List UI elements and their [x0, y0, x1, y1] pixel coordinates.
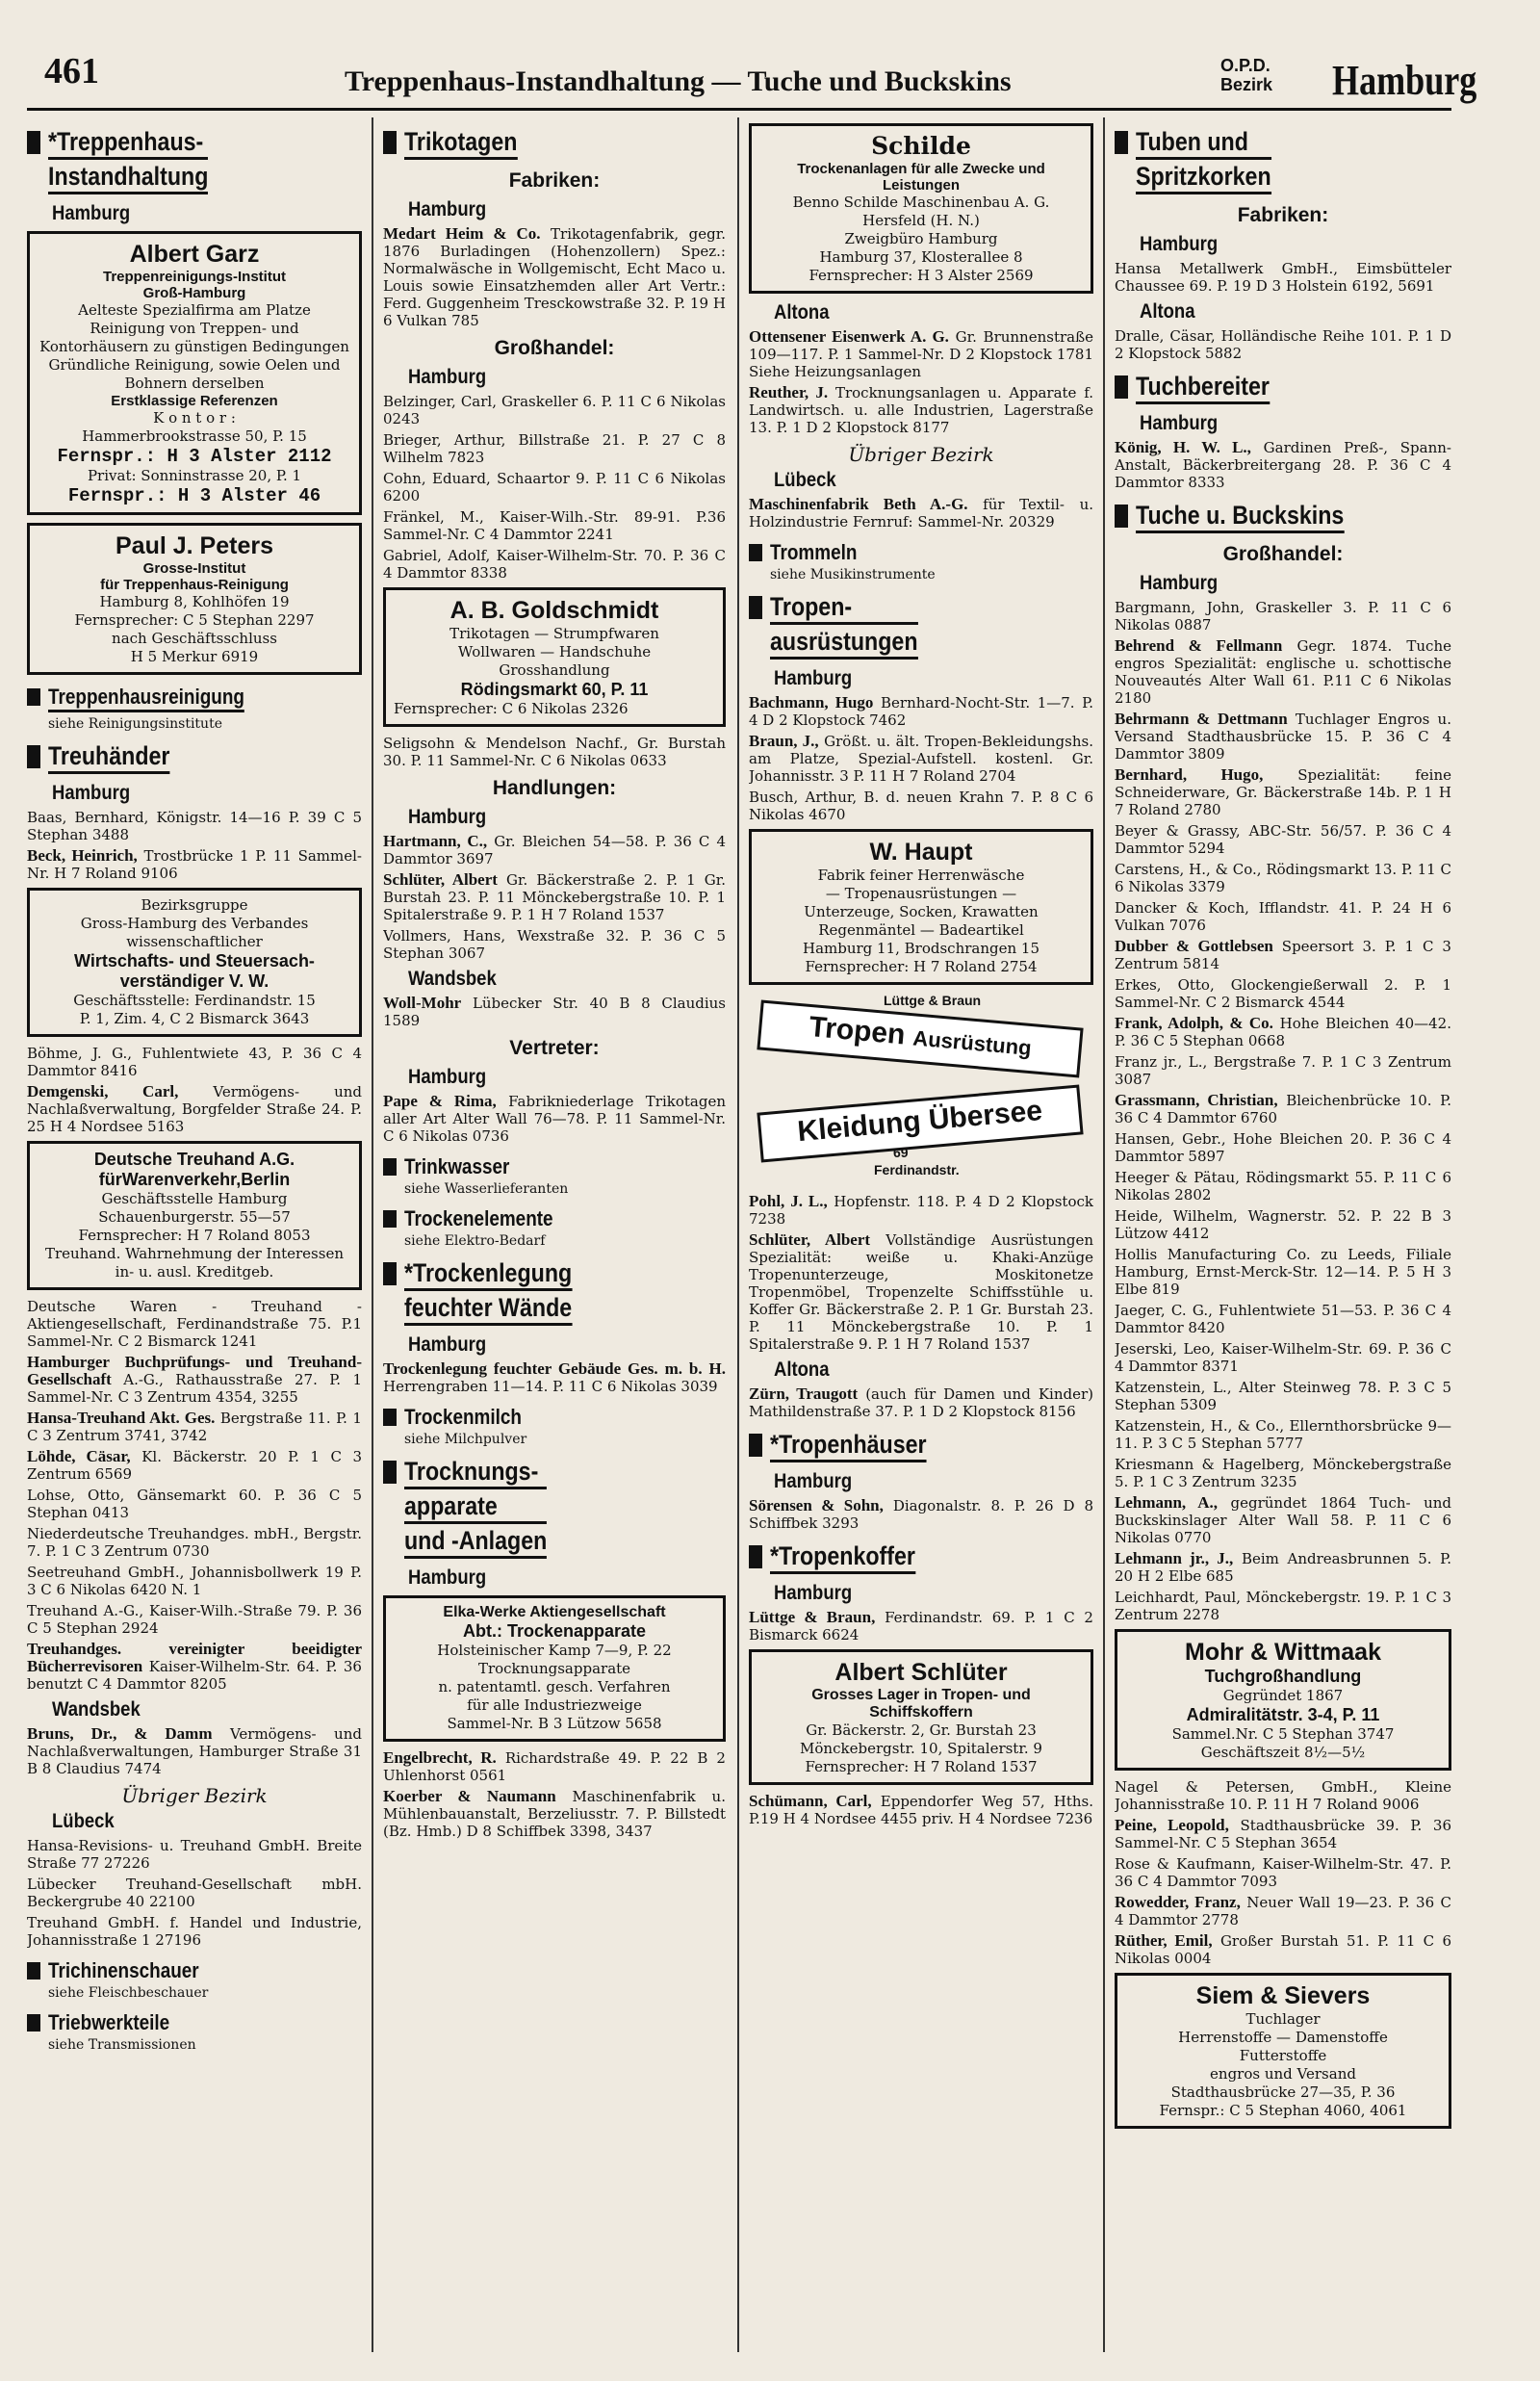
see-reference: siehe Musikinstrumente — [770, 567, 936, 582]
section-heading: Treuhänder — [27, 741, 362, 776]
listing-entry: Heide, Wilhelm, Wagnerstr. 52. P. 22 B 3 Lützow 4412 — [1115, 1207, 1451, 1242]
listing-entry: Bachmann, Hugo Bernhard-Nocht-Str. 1—7. P. 4 D 2 Klopstock 7462 — [749, 693, 1093, 729]
listing-entry: Treuhand GmbH. f. Handel und Industrie, Johannisstraße 1 27196 — [27, 1914, 362, 1949]
listing-entry: Lehmann jr., J., Beim Andreasbrunnen 5. P. 20 H 2 Elbe 685 — [1115, 1549, 1451, 1585]
see-reference: siehe Wasserlieferanten — [404, 1181, 569, 1197]
listing-entry: Dralle, Cäsar, Holländische Reihe 101. P. 1 D 2 Klopstock 5882 — [1115, 327, 1451, 362]
listing-entry: Katzenstein, L., Alter Steinweg 78. P. 3 C 5 Stephan 5309 — [1115, 1379, 1451, 1413]
city-heading: Hamburg — [1140, 233, 1219, 255]
city-heading: Hamburg — [408, 198, 487, 220]
section-heading: Trockenmilch — [383, 1405, 726, 1430]
column-2 — [383, 117, 726, 2352]
listing-entry: Heeger & Pätau, Rödingsmarkt 55. P. 11 C 6 Nikolas 2802 — [1115, 1169, 1451, 1203]
section-heading: Trommeln — [749, 540, 1093, 565]
city-heading: Altona — [774, 1359, 830, 1381]
advert-box: Schilde Trockenanlagen für alle Zwecke und Leistungen Benno Schilde Maschinenbau A. G. Hersfeld (H. N.) Zweigbüro Hamburg Hamburg 37, Klosterallee 8 Fernsprecher: H 3 Alster 2569 — [749, 123, 1093, 294]
page-header — [27, 48, 1477, 111]
city-heading: Hamburg — [408, 806, 487, 828]
listing-entry: Erkes, Otto, Glockengießerwall 2. P. 1 Sammel-Nr. C 2 Bismarck 4544 — [1115, 976, 1451, 1011]
section-heading: Trichinenschauer — [27, 1958, 362, 1983]
listing-entry: Schlüter, Albert Vollständige Ausrüstungen Spezialität: weiße u. Khaki-Anzüge Tropenunterzeuge, Moskitonetze Tropenmöbel, Tropenzelte Schiffsstühle u. Koffer Gr. Bäckerstraße 2. P. 1 Gr. Burstah 23. P. 11 Mönckebergstraße 10. P. 1 Spitalerstraße 9. P. 1 H 7 Roland 1537 — [749, 1230, 1093, 1353]
listing-entry: Lübecker Treuhand-Gesellschaft mbH. Beckergrube 40 22100 — [27, 1876, 362, 1910]
listing-entry: Carstens, H., & Co., Rödingsmarkt 13. P. 11 C 6 Nikolas 3379 — [1115, 861, 1451, 895]
see-reference: siehe Reinigungsinstitute — [48, 716, 222, 732]
listing-entry: Katzenstein, H., & Co., Ellernthorsbrücke 9—11. P. 3 C 5 Stephan 5777 — [1115, 1417, 1451, 1452]
listing-entry: Trockenlegung feuchter Gebäude Ges. m. b. H. Herrengraben 11—14. P. 11 C 6 Nikolas 3039 — [383, 1359, 726, 1395]
listing-entry: Hansa Metallwerk GmbH., Eimsbütteler Chaussee 69. P. 19 D 3 Holstein 6192, 5691 — [1115, 260, 1451, 295]
city-heading: Hamburg — [1140, 412, 1219, 434]
listing-entry: Franz jr., L., Bergstraße 7. P. 1 C 3 Zentrum 3087 — [1115, 1053, 1451, 1088]
listing-entry: Lüttge & Braun, Ferdinandstr. 69. P. 1 C 2 Bismarck 6624 — [749, 1608, 1093, 1643]
city-heading: Hamburg — [52, 782, 131, 804]
listing-entry: Medart Heim & Co. Trikotagenfabrik, gegr. 1876 Burladingen (Hohenzollern) Spez.: Normalwäsche in Wollgemischt, Echt Maco u. Louis sowie Einsatzhemden aller Art Vertr.: Ferd. Guggenheim Tresckowstraße 32. P. 19 H 6 Vulkan 785 — [383, 224, 726, 329]
listing-entry: Frank, Adolph, & Co. Hohe Bleichen 40—42. P. 36 C 5 Stephan 0668 — [1115, 1014, 1451, 1049]
listing-entry: Behrmann & Dettmann Tuchlager Engros u. Versand Stadthausbrücke 15. P. 36 C 4 Dammtor 3809 — [1115, 710, 1451, 763]
listing-entry: Kriesmann & Hagelberg, Mönckebergstraße 5. P. 1 C 3 Zentrum 3235 — [1115, 1456, 1451, 1490]
city-heading: Hamburg — [52, 202, 131, 224]
advert-box: Albert Schlüter Grosses Lager in Tropen- und Schiffskoffern Gr. Bäckerstr. 2, Gr. Burstah 23 Mönckebergstr. 10, Spitalerstr. 9 Fernsprecher: H 7 Roland 1537 — [749, 1649, 1093, 1785]
advert-box: Elka-Werke Aktiengesellschaft Abt.: Trockenapparate Holsteinischer Kamp 7—9, P. 22 Trocknungsapparate n. patentamtl. gesch. Verfahren für alle Industriezweige Sammel-Nr. B 3 Lützow 5658 — [383, 1595, 726, 1742]
listing-entry: Rowedder, Franz, Neuer Wall 19—23. P. 36 C 4 Dammtor 2778 — [1115, 1893, 1451, 1928]
see-reference: siehe Transmissionen — [48, 2037, 196, 2053]
listing-entry: Fränkel, M., Kaiser-Wilh.-Str. 89-91. P.36 Sammel-Nr. C 4 Dammtor 2241 — [383, 508, 726, 543]
city-heading: Wandsbek — [408, 968, 497, 990]
listing-entry: Woll-Mohr Lübecker Str. 40 B 8 Claudius 1589 — [383, 994, 726, 1029]
listing-entry: Braun, J., Größt. u. ält. Tropen-Bekleidungshs. am Platze, Spezial-Aufstell. kostenl. Gr. Johannisstr. 3 P. 11 H 7 Roland 2704 — [749, 732, 1093, 785]
city-heading: Hamburg — [408, 366, 487, 388]
section-heading: *Trockenlegung feuchter Wände — [383, 1258, 726, 1328]
listing-entry: Hartmann, C., Gr. Bleichen 54—58. P. 36 C 4 Dammtor 3697 — [383, 832, 726, 867]
listing-entry: Brieger, Arthur, Billstraße 21. P. 27 C 8 Wilhelm 7823 — [383, 431, 726, 466]
section-heading: Treppenhausreinigung — [27, 685, 362, 714]
listing-entry: Belzinger, Carl, Graskeller 6. P. 11 C 6 Nikolas 0243 — [383, 393, 726, 427]
category-heading: Vertreter: — [509, 1037, 600, 1059]
city-heading: Hamburg — [774, 1470, 853, 1492]
section-heading: Tuchbereiter — [1115, 372, 1451, 406]
listing-entry: Seetreuhand GmbH., Johannisbollwerk 19 P. 3 C 6 Nikolas 6420 N. 1 — [27, 1564, 362, 1598]
column-divider — [737, 117, 739, 2352]
advert-box: Deutsche Treuhand A.G. fürWarenverkehr,Berlin Geschäftsstelle Hamburg Schauenburgerstr. 55—57 Fernsprecher: H 7 Roland 8053 Treuhand. Wahrnehmung der Interessen in- u. ausl. Kreditgeb. — [27, 1141, 362, 1290]
listing-entry: Jaeger, C. G., Fuhlentwiete 51—53. P. 36 C 4 Dammtor 8420 — [1115, 1302, 1451, 1336]
section-heading: Tuche u. Buckskins — [1115, 501, 1451, 535]
category-heading: Fabriken: — [1237, 204, 1329, 226]
listing-entry: Jeserski, Leo, Kaiser-Wilhelm-Str. 69. P. 36 C 4 Dammtor 8371 — [1115, 1340, 1451, 1375]
category-heading: Großhandel: — [494, 337, 615, 359]
city-heading: Altona — [1140, 300, 1195, 323]
section-heading: *Tropenhäuser — [749, 1430, 1093, 1464]
see-reference: siehe Fleischbeschauer — [48, 1985, 209, 2001]
section-heading: Tropen- ausrüstungen — [749, 592, 1093, 661]
section-heading: Trikotagen — [383, 127, 726, 162]
listing-entry: Böhme, J. G., Fuhlentwiete 43, P. 36 C 4 Dammtor 8416 — [27, 1045, 362, 1079]
listing-entry: Koerber & Naumann Maschinenfabrik u. Mühlenbauanstalt, Berzeliusstr. 7. P. Billstedt (Bz. Hmb.) D 8 Schiffbek 3398, 3437 — [383, 1787, 726, 1840]
listing-entry: Sörensen & Sohn, Diagonalstr. 8. P. 26 D 8 Schiffbek 3293 — [749, 1496, 1093, 1532]
listing-entry: Zürn, Traugott (auch für Damen und Kinder) Mathildenstraße 37. P. 1 D 2 Klopstock 8156 — [749, 1385, 1093, 1420]
listing-entry: Bargmann, John, Graskeller 3. P. 11 C 6 Nikolas 0887 — [1115, 599, 1451, 634]
listing-entry: Cohn, Eduard, Schaartor 9. P. 11 C 6 Nikolas 6200 — [383, 470, 726, 505]
listing-entry: Nagel & Petersen, GmbH., Kleine Johannisstraße 10. P. 11 H 7 Roland 9006 — [1115, 1778, 1451, 1813]
city-heading: Hamburg — [408, 1333, 487, 1356]
listing-entry: Lohse, Otto, Gänsemarkt 60. P. 36 C 5 Stephan 0413 — [27, 1487, 362, 1521]
listing-entry: Dancker & Koch, Ifflandstr. 41. P. 24 H 6 Vulkan 7076 — [1115, 899, 1451, 934]
listing-entry: Bernhard, Hugo, Spezialität: feine Schneiderware, Gr. Bäckerstraße 14b. P. 1 H 7 Roland 2780 — [1115, 765, 1451, 818]
advert-box: Siem & Sievers Tuchlager Herrenstoffe — Damenstoffe Futterstoffe engros und Versand Stadthausbrücke 27—35, P. 36 Fernspr.: C 5 Stephan 4060, 4061 — [1115, 1973, 1451, 2129]
city-heading: Lübeck — [774, 469, 836, 491]
advert-box: Mohr & Wittmaak Tuchgroßhandlung Gegründet 1867 Admiralitätstr. 3-4, P. 11 Sammel.Nr. C 5 Stephan 3747 Geschäftszeit 8½—5½ — [1115, 1629, 1451, 1771]
listing-entry: Ottensener Eisenwerk A. G. Gr. Brunnenstraße 109—117. P. 1 Sammel-Nr. D 2 Klopstock 1781 Siehe Heizungsanlagen — [749, 327, 1093, 380]
listing-entry: Deutsche Waren - Treuhand - Aktiengesellschaft, Ferdinandstraße 75. P.1 Sammel-Nr. C 2 Bismarck 1241 — [27, 1298, 362, 1350]
category-heading: Fabriken: — [508, 169, 601, 192]
advert-banner: Lüttge & Braun Tropen Ausrüstung Kleidung Übersee 69 Ferdinandstr. — [749, 993, 1093, 1185]
listing-entry: Busch, Arthur, B. d. neuen Krahn 7. P. 8 C 6 Nikolas 4670 — [749, 789, 1093, 823]
listing-entry: Demgenski, Carl, Vermögens- und Nachlaßverwaltung, Borgfelder Straße 24. P. 25 H 4 Nordsee 5163 — [27, 1082, 362, 1135]
district-label: O.P.D. Bezirk — [1220, 56, 1273, 94]
listing-entry: Vollmers, Hans, Wexstraße 32. P. 36 C 5 Stephan 3067 — [383, 927, 726, 962]
listing-entry: Rose & Kaufmann, Kaiser-Wilhelm-Str. 47. P. 36 C 4 Dammtor 7093 — [1115, 1855, 1451, 1890]
listing-entry: Maschinenfabrik Beth A.-G. für Textil- u. Holzindustrie Fernruf: Sammel-Nr. 20329 — [749, 495, 1093, 531]
city-heading: Hamburg — [774, 667, 853, 689]
category-heading: Großhandel: — [1222, 543, 1344, 565]
section-heading: *Treppenhaus- Instandhaltung — [27, 127, 362, 196]
listing-entry: Pape & Rima, Fabrikniederlage Trikotagen aller Art Alter Wall 76—78. P. 11 Sammel-Nr. C 6 Nikolas 0736 — [383, 1092, 726, 1145]
city-heading: Hamburg — [408, 1566, 487, 1589]
listing-entry: Treuhand A.-G., Kaiser-Wilh.-Straße 79. P. 36 C 5 Stephan 2924 — [27, 1602, 362, 1637]
region-heading: Übriger Bezirk — [848, 443, 994, 466]
section-heading: Tuben und Spritzkorken — [1115, 127, 1451, 196]
column-divider — [1103, 117, 1105, 2352]
listing-entry: Löhde, Cäsar, Kl. Bäckerstr. 20 P. 1 C 3 Zentrum 6569 — [27, 1447, 362, 1483]
listing-entry: Rüther, Emil, Großer Burstah 51. P. 11 C 6 Nikolas 0004 — [1115, 1931, 1451, 1967]
listing-entry: Hollis Manufacturing Co. zu Leeds, Filiale Hamburg, Ernst-Merck-Str. 12—14. P. 5 H 3 Elbe 819 — [1115, 1246, 1451, 1298]
listing-entry: Hamburger Buchprüfungs- und Treuhand-Gesellschaft A.-G., Rathausstraße 27. P. 1 Sammel-Nr. C 3 Zentrum 4354, 3255 — [27, 1353, 362, 1406]
listing-entry: Gabriel, Adolf, Kaiser-Wilhelm-Str. 70. P. 36 C 4 Dammtor 8338 — [383, 547, 726, 582]
listing-entry: Hansa-Treuhand Akt. Ges. Bergstraße 11. P. 1 C 3 Zentrum 3741, 3742 — [27, 1409, 362, 1444]
listing-entry: Seligsohn & Mendelson Nachf., Gr. Burstah 30. P. 11 Sammel-Nr. C 6 Nikolas 0633 — [383, 735, 726, 769]
advert-box: Bezirksgruppe Gross-Hamburg des Verbandes wissenschaftlicher Wirtschafts- und Steuersach- verständiger V. W. Geschäftsstelle: Ferdinandstr. 15 P. 1, Zim. 4, C 2 Bismarck 3643 — [27, 888, 362, 1037]
listing-entry: Hansen, Gebr., Hohe Bleichen 20. P. 36 C 4 Dammtor 5897 — [1115, 1130, 1451, 1165]
section-heading: *Tropenkoffer — [749, 1541, 1093, 1576]
listing-entry: Dubber & Gottlebsen Speersort 3. P. 1 C 3 Zentrum 5814 — [1115, 937, 1451, 972]
listing-entry: Schümann, Carl, Eppendorfer Weg 57, Hths. P.19 H 4 Nordsee 4455 priv. H 4 Nordsee 7236 — [749, 1792, 1093, 1827]
listing-entry: König, H. W. L., Gardinen Preß-, Spann-Anstalt, Bäckerbreitergang 28. P. 36 C 4 Dammtor 8333 — [1115, 438, 1451, 491]
column-4 — [1115, 117, 1451, 2352]
listing-entry: Pohl, J. L., Hopfenstr. 118. P. 4 D 2 Klopstock 7238 — [749, 1192, 1093, 1228]
column-1 — [27, 117, 362, 2352]
city-heading: Hamburg — [408, 1066, 487, 1088]
column-divider — [372, 117, 373, 2352]
section-heading: Triebwerkteile — [27, 2010, 362, 2035]
section-heading: Trinkwasser — [383, 1154, 726, 1179]
listing-entry: Behrend & Fellmann Gegr. 1874. Tuche engros Spezialität: englische u. schottische Nouveautés Alter Wall 61. P.11 C 6 Nikolas 2180 — [1115, 636, 1451, 707]
listing-entry: Reuther, J. Trocknungsanlagen u. Apparate f. Landwirtsch. u. alle Industrien, Lagerstraße 13. P. 1 D 2 Klopstock 8177 — [749, 383, 1093, 436]
listing-entry: Beck, Heinrich, Trostbrücke 1 P. 11 Sammel-Nr. H 7 Roland 9106 — [27, 846, 362, 882]
category-heading: Handlungen: — [492, 777, 617, 799]
listing-entry: Lehmann, A., gegründet 1864 Tuch- und Buckskinslager Alter Wall 58. P. 11 C 6 Nikolas 0770 — [1115, 1493, 1451, 1546]
listing-entry: Schlüter, Albert Gr. Bäckerstraße 2. P. 1 Gr. Burstah 23. P. 11 Mönckebergstraße 10. P. 1 Spitalerstraße 9. P. 1 H 7 Roland 1537 — [383, 870, 726, 923]
city-heading: Wandsbek — [52, 1698, 141, 1721]
see-reference: siehe Milchpulver — [404, 1432, 527, 1447]
listing-entry: Baas, Bernhard, Königstr. 14—16 P. 39 C 5 Stephan 3488 — [27, 809, 362, 843]
listing-entry: Niederdeutsche Treuhandges. mbH., Bergstr. 7. P. 1 C 3 Zentrum 0730 — [27, 1525, 362, 1560]
region-heading: Übriger Bezirk — [121, 1784, 268, 1807]
see-reference: siehe Elektro-Bedarf — [404, 1233, 546, 1249]
page-title: Treppenhaus-Instandhaltung — Tuche und Buckskins — [345, 65, 1012, 97]
advert-box: A. B. Goldschmidt Trikotagen — Strumpfwaren Wollwaren — Handschuhe Grosshandlung Rödingsmarkt 60, P. 11 Fernsprecher: C 6 Nikolas 2326 — [383, 587, 726, 727]
city-heading: Hamburg — [1140, 572, 1219, 594]
city-heading: Lübeck — [52, 1810, 115, 1832]
column-3 — [749, 117, 1093, 2352]
listing-entry: Treuhandges. vereinigter beeidigter Bücherrevisoren Kaiser-Wilhelm-Str. 64. P. 36 benutzt C 4 Dammtor 8205 — [27, 1640, 362, 1693]
page-number: 461 — [44, 51, 99, 91]
city-heading: Hamburg — [774, 1582, 853, 1604]
section-heading: Trocknungs- apparate und -Anlagen — [383, 1457, 726, 1561]
advert-box: Paul J. Peters Grosse-Institut für Treppenhaus-Reinigung Hamburg 8, Kohlhöfen 19 Fernsprecher: C 5 Stephan 2297 nach Geschäftsschluss H 5 Merkur 6919 — [27, 523, 362, 675]
listing-entry: Peine, Leopold, Stadthausbrücke 39. P. 36 Sammel-Nr. C 5 Stephan 3654 — [1115, 1816, 1451, 1851]
listing-entry: Bruns, Dr., & Damm Vermögens- und Nachlaßverwaltungen, Hamburger Straße 31 B 8 Claudius 7474 — [27, 1724, 362, 1777]
section-heading: Trockenelemente — [383, 1206, 726, 1231]
city-heading: Altona — [774, 301, 830, 324]
listing-entry: Beyer & Grassy, ABC-Str. 56/57. P. 36 C 4 Dammtor 5294 — [1115, 822, 1451, 857]
advert-box: W. Haupt Fabrik feiner Herrenwäsche — Tropenausrüstungen — Unterzeuge, Socken, Krawatten Regenmäntel — Badeartikel Hamburg 11, Brodschrangen 15 Fernsprecher: H 7 Roland 2754 — [749, 829, 1093, 985]
listing-entry: Leichhardt, Paul, Mönckebergstr. 19. P. 1 C 3 Zentrum 2278 — [1115, 1589, 1451, 1623]
advert-box: Albert Garz Treppenreinigungs-Institut Groß-Hamburg Aelteste Spezialfirma am Platze Reinigung von Treppen- und Kontorhäusern zu günstigen Bedingungen Gründliche Reinigung, sowie Oelen und Bohnern derselben Erstklassige Referenzen K o n t o r : Hammerbrookstrasse 50, P. 15 Fernspr.: H 3 Alster 2112 Privat: Sonninstrasse 20, P. 1 Fernspr.: H 3 Alster 46 — [27, 231, 362, 515]
listing-entry: Engelbrecht, R. Richardstraße 49. P. 22 B 2 Uhlenhorst 0561 — [383, 1748, 726, 1784]
header-city: Hamburg — [1332, 57, 1477, 104]
listing-entry: Grassmann, Christian, Bleichenbrücke 10. P. 36 C 4 Dammtor 6760 — [1115, 1091, 1451, 1126]
listing-entry: Hansa-Revisions- u. Treuhand GmbH. Breite Straße 77 27226 — [27, 1837, 362, 1872]
